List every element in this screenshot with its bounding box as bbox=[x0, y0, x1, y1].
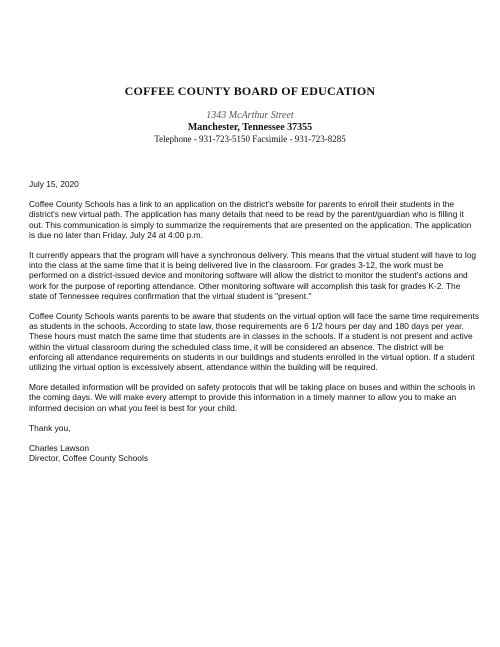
paragraph-attendance-requirements: Coffee County Schools wants parents to be aware that students on the virtual option will face the same time requirements as students in the schools. According to state law, those requirements are 6 1/2 hours per day and 180 days per year. These hours must match the same time that students are in classes in the schools. If a student is not present and active within the virtual classroom during the scheduled class time, it will be considered an absence. The district will be enforcing all attendance requirements on students in our buildings and students enrolled in the virtual option. If a student utilizing the virtual option is excessively absent, attendance within the building will be required. bbox=[29, 311, 480, 373]
paragraph-application: Coffee County Schools has a link to an application on the district's website for parents to enroll their students in the district's new virtual path. The application has many details that need to be read by the parent/guardian who is filling it out. This communication is simply to summarize the requirements that are presented on the application. The application is due no later than Friday, July 24 at 4:00 p.m. bbox=[29, 199, 472, 240]
letter-body bbox=[29, 179, 479, 463]
signer-name: Charles Lawson bbox=[29, 443, 90, 454]
signer-title: Director, Coffee County Schools bbox=[29, 453, 149, 464]
paragraph-safety-protocols: More detailed information will be provided on safety protocols that will be taking place on buses and within the schools in the coming days. We will make every attempt to provide this information in a timely manner to allow you to make an informed decision on what you feel is best for your child. bbox=[29, 382, 475, 413]
closing: Thank you, bbox=[29, 422, 71, 433]
contact-numbers: Telephone - 931-723-5150 Facsimile - 931-723-8285 bbox=[154, 134, 346, 144]
letter-date: July 15, 2020 bbox=[29, 179, 79, 189]
street-address: 1343 McArthur Street bbox=[206, 110, 294, 121]
city-state-zip: Manchester, Tennessee 37355 bbox=[187, 122, 313, 133]
organization-name: COFFEE COUNTY BOARD OF EDUCATION bbox=[124, 84, 376, 98]
letterhead bbox=[0, 84, 500, 145]
paragraph-synchronous-delivery: It currently appears that the program will have a synchronous delivery. This means that the virtual student will have to log into the class at the same time that it is being delivered live in the classroom. For grades 3-12, the work must be performed on a district-issued device and monitoring software will allow the district to monitor the student's actions and work for the purpose of reporting attendance. Other monitoring software will accomplish this task for grades K-2. The state of Tennessee requires confirmation that the virtual student is "present." bbox=[29, 250, 477, 301]
